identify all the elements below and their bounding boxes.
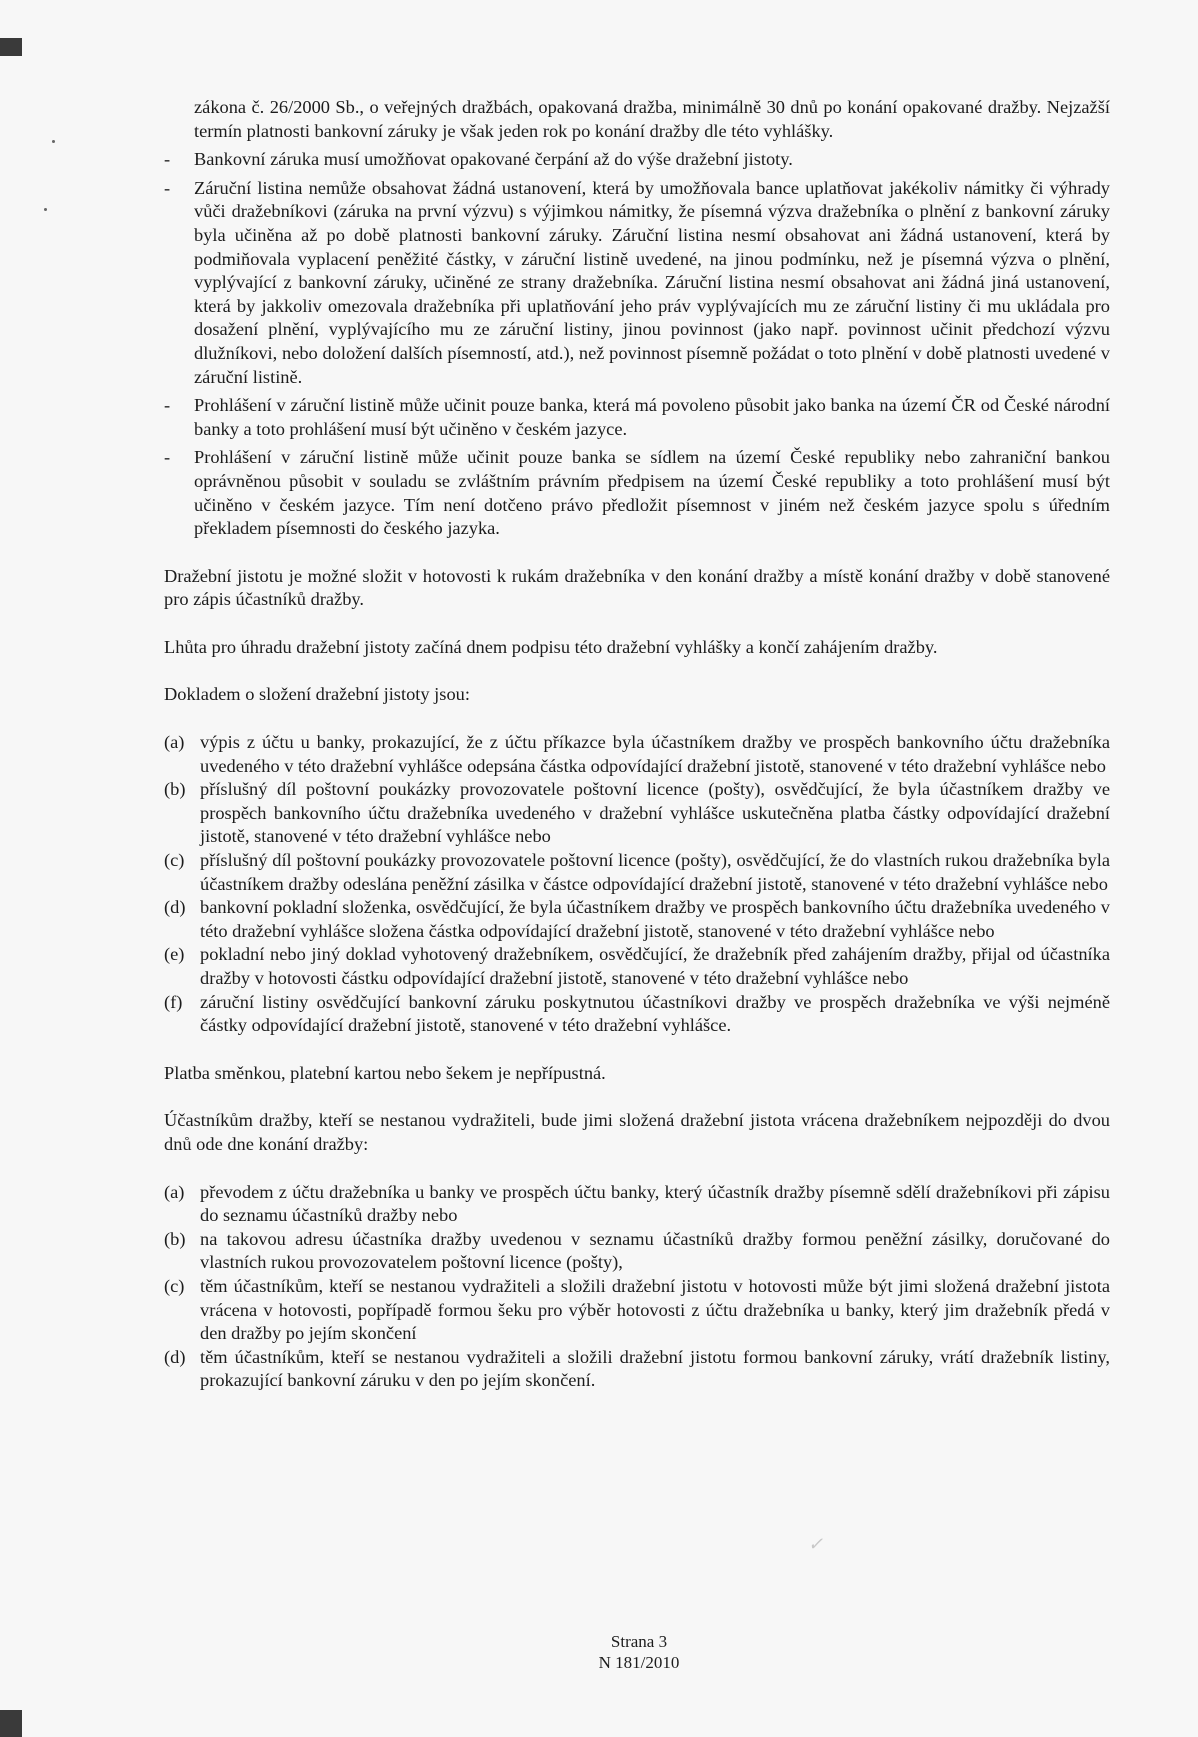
list-item — [164, 1228, 1110, 1275]
paragraph-refund: Účastníkům dražby, kteří se nestanou vydražiteli, bude jimi složená dražební jistota vrácena dražebníkem nejpozději do dvou dnů ode dne konání dražby: — [164, 1110, 1110, 1154]
list-label: (f) — [164, 991, 183, 1012]
bullet-text: Prohlášení v záruční listině může učinit pouze banka se sídlem na území České republiky nebo zahraniční bankou oprávněnou působit v souladu se zvláštním právním předpisem na území České republiky a toto prohlášení musí být učiněno v českém jazyce. Tím není dotčeno právo předložit písemnost v jiném než českém jazyce spolu s úředním překladem písemnosti do českého jazyka. — [194, 447, 1110, 539]
scan-edge-mark — [0, 38, 22, 56]
paragraph-deadline: Lhůta pro úhradu dražební jistoty začíná dnem podpisu této dražební vyhlášky a končí zahájením dražby. — [164, 636, 938, 657]
handwritten-mark: ✓ — [808, 1534, 824, 1555]
bullet-mark: - — [164, 177, 171, 198]
list-text: výpis z účtu u banky, prokazující, že z účtu příkazce byla účastníkem dražby ve prospěch bankovního účtu dražebníka uvedeného v této dražební vyhlášce odepsána částka odpovídající dražební jistotě, stanovené v této dražební vyhlášce nebo — [200, 732, 1110, 776]
scan-speck — [52, 140, 55, 143]
list-text: příslušný díl poštovní poukázky provozovatele poštovní licence (pošty), osvědčující, že byla účastníkem dražby ve prospěch bankovního účtu dražebníka uvedeného v dražební vyhlášce uskutečněna platba částky odpovídající dražební jistotě, stanovené v této dražební vyhlášce nebo — [200, 779, 1110, 847]
list-text: pokladní nebo jiný doklad vyhotovený dražebníkem, osvědčující, že dražebník před zahájením dražby, přijal od účastníka dražby v hotovosti částku odpovídající dražební jistotě, stanovené v této dražební vyhlášce nebo — [200, 944, 1110, 988]
list-label: (a) — [164, 1181, 185, 1202]
list-text: na takovou adresu účastníka dražby uvedenou v seznamu účastníků dražby formou peněžní zásilky, doručované do vlastních rukou provozovatelem poštovní licence (pošty), — [200, 1228, 1110, 1273]
paragraph-cash-deposit: Dražební jistotu je možné složit v hotovosti k rukám dražebníka v den konání dražby a místě konání dražby v době stanovené pro zápis účastníků dražby. — [164, 565, 1110, 610]
list-item — [164, 849, 1110, 896]
list-item — [164, 778, 1110, 849]
bullet-mark: - — [164, 395, 171, 416]
bullet-mark: - — [164, 447, 171, 468]
list-label: (d) — [164, 897, 186, 918]
list-label: (c) — [164, 850, 185, 871]
list-text: převodem z účtu dražebníka u banky ve prospěch účtu banky, který účastník dražby písemně sdělí dražebníkovi při zápisu do seznamu účastníků dražby nebo — [200, 1181, 1110, 1226]
bullet-text: Prohlášení v záruční listině může učinit pouze banka, která má povoleno působit jako banka na území ČR od České národní banky a toto prohlášení musí být učiněno v českém jazyce. — [194, 395, 1110, 439]
document-reference: N 181/2010 — [598, 1653, 680, 1672]
bullet-item — [164, 148, 1110, 172]
bullet-item — [164, 177, 1110, 389]
list-item — [164, 896, 1110, 943]
list-item — [164, 1275, 1110, 1346]
bullet-mark: - — [164, 149, 171, 170]
list-text: těm účastníkům, kteří se nestanou vydražiteli a složili dražební jistotu v hotovosti může být jimi složená dražební jistota vrácena v hotovosti, popřípadě formou šeku pro výběr hotovosti z účtu dražebníka u banky, který jim dražebník předá v den dražby po jejím skončení — [200, 1275, 1110, 1344]
list-item — [164, 1181, 1110, 1228]
list-label: (e) — [164, 944, 185, 965]
list-text: bankovní pokladní složenka, osvědčující, že byla účastníkem dražby ve prospěch bankovního účtu dražebníka uvedeného v této dražební vyhlášce složena částka odpovídající dražební jistotě, stanovené v této dražební vyhlášce nebo — [200, 897, 1110, 941]
list-text: těm účastníkům, kteří se nestanou vydražiteli a složili dražební jistotu formou bankovní záruky, vrátí dražebník listiny, prokazující bankovní záruku v den po jejím skončení. — [200, 1346, 1110, 1391]
list-label: (b) — [164, 779, 186, 800]
bullet-text: Záruční listina nemůže obsahovat žádná ustanovení, která by umožňovala bance uplatňovat jakékoliv námitky či výhrady vůči dražebníkovi (záruka na první výzvu) s výjimkou námitky, že písemná výzva dražebníka o plnění z bankovní záruky byla učiněna až po době platnosti bankovní záruky. Záruční listina nesmí obsahovat ani žádná ustanovení, která by podmiňovala vyplacení peněžité částky, v záruční listině uvedené, na jinou podmínku, než je písemná výzva o plnění, vyplývající z bankovní záruky, učiněné ze strany dražebníka. Záruční listina nesmí obsahovat ani žádná jiná ustanovení, která by jakkoliv omezovala dražebníka při uplatňování jeho práv vyplývajících mu ze záruční listiny či mu ukládala pro dosažení plnění, vyplývajícího mu ze záruční listiny, jinou povinnost (jako např. povinnost učinit předchozí výzvu dlužníkovi, nebo doložení dalších písemností, atd.), než povinnost písemně požádat o toto plnění v době platnosti uvedené v záruční listině. — [194, 177, 1110, 387]
document-body — [164, 96, 1110, 1393]
list-item — [164, 731, 1110, 778]
refund-list — [164, 1181, 1110, 1393]
page-footer — [0, 1631, 1198, 1673]
list-label: (c) — [164, 1275, 185, 1296]
paragraph-proof-heading: Dokladem o složení dražební jistoty jsou: — [164, 684, 470, 705]
list-item — [164, 943, 1110, 990]
scan-speck — [44, 208, 47, 211]
list-text: záruční listiny osvědčující bankovní záruku poskytnutou účastníkovi dražby ve prospěch dražebníka ve výši nejméně částky odpovídající dražební jistotě, stanovené v této dražební vyhlášce. — [200, 991, 1110, 1036]
list-label: (d) — [164, 1346, 186, 1367]
list-label: (a) — [164, 732, 185, 753]
proof-list — [164, 731, 1110, 1038]
scan-edge-mark — [0, 1710, 22, 1737]
page-number: Strana 3 — [610, 1632, 668, 1651]
bullet-continuation: zákona č. 26/2000 Sb., o veřejných dražbách, opakovaná dražba, minimálně 30 dnů po konání opakované dražby. Nejzažší termín platnosti bankovní záruky je však jeden rok po konání dražby dle této vyhlášky. — [194, 97, 1110, 141]
list-item — [164, 1346, 1110, 1393]
bullet-item — [164, 394, 1110, 441]
bullet-text: Bankovní záruka musí umožňovat opakované čerpání až do výše dražební jistoty. — [194, 149, 793, 170]
list-text: příslušný díl poštovní poukázky provozovatele poštovní licence (pošty), osvědčující, že do vlastních rukou dražebníka byla účastníkem dražby odeslána peněžní zásilka v částce odpovídající dražební jistotě, stanovené v této dražební vyhlášce nebo — [200, 850, 1110, 894]
paragraph-payment-methods: Platba směnkou, platební kartou nebo šekem je nepřípustná. — [164, 1062, 606, 1083]
bullet-item — [164, 446, 1110, 540]
list-item — [164, 991, 1110, 1038]
list-label: (b) — [164, 1228, 186, 1249]
